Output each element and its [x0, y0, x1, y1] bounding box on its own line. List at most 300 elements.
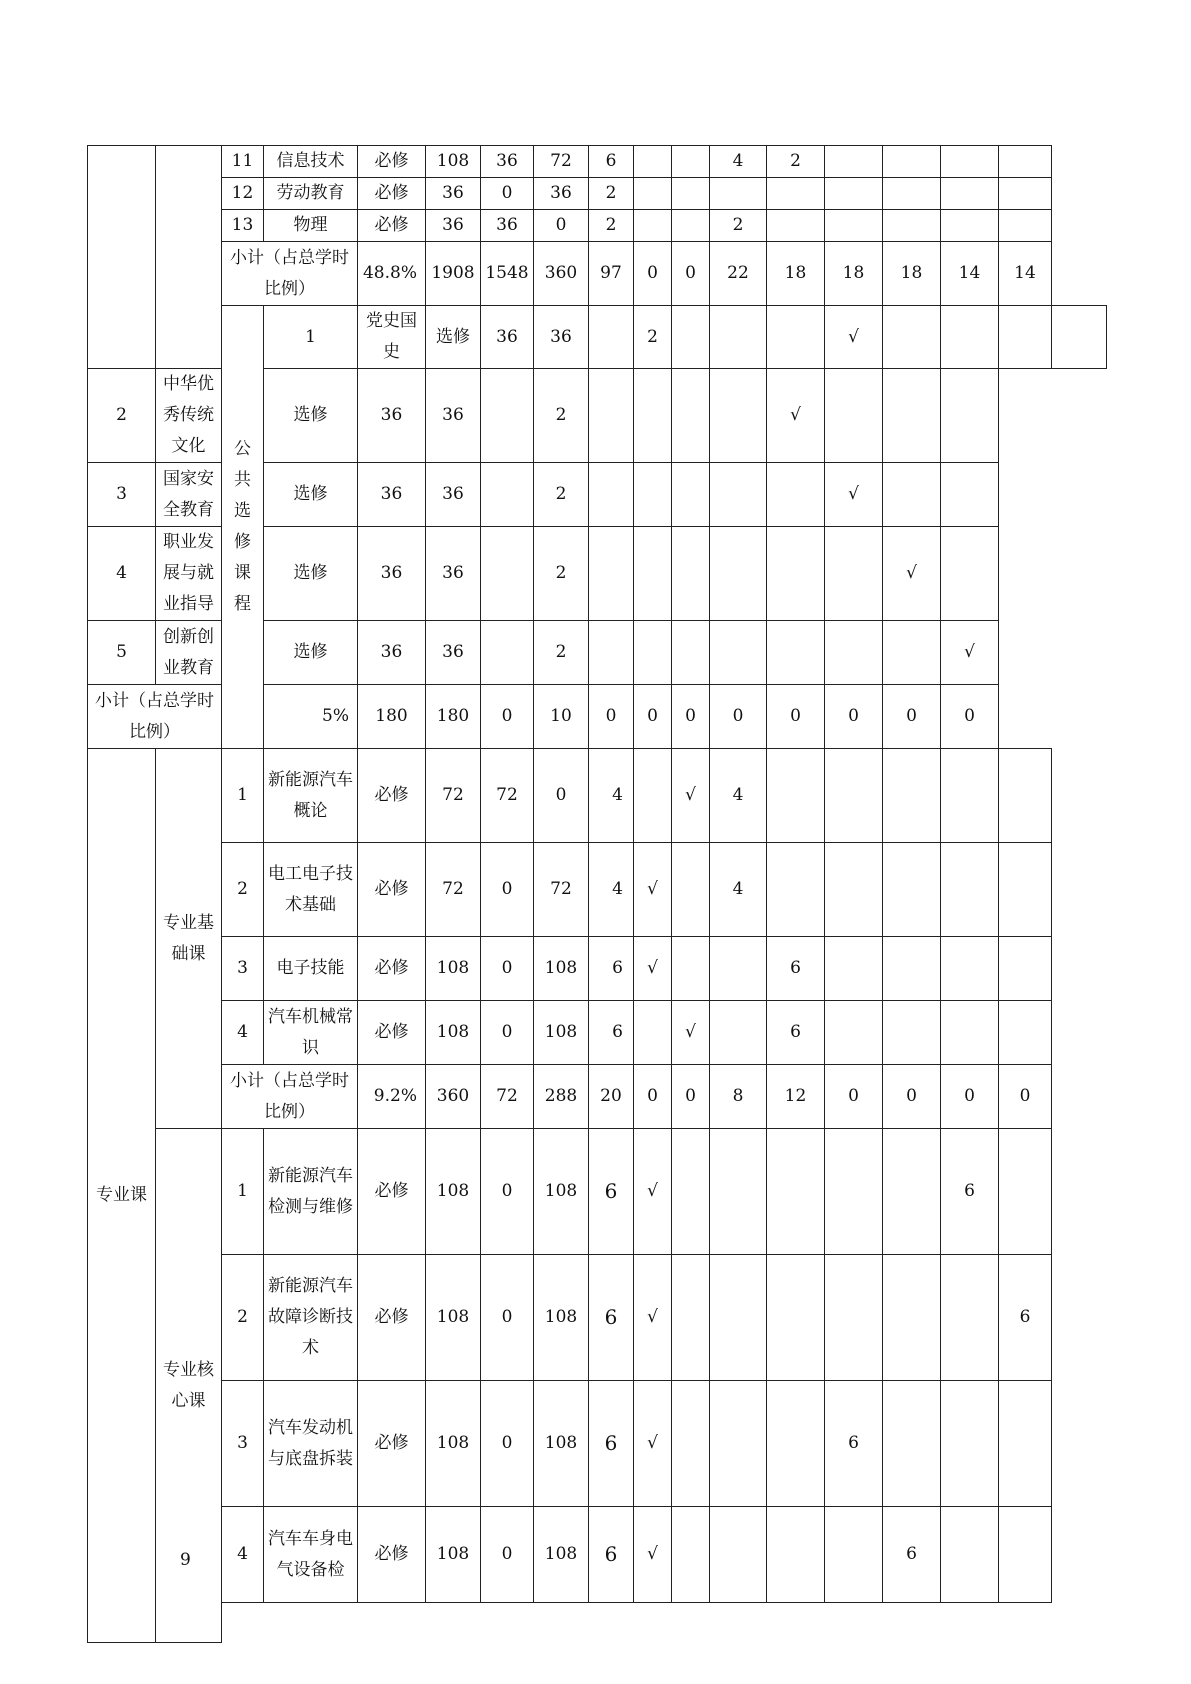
- semester-4: [883, 178, 941, 210]
- course-no: 4: [222, 1507, 264, 1603]
- theory-hours: 0: [481, 1129, 534, 1255]
- semester-5: [999, 306, 1052, 369]
- course-type: 必修: [358, 1381, 426, 1507]
- course-no: 1: [222, 1129, 264, 1255]
- semester-5: [941, 749, 999, 843]
- semester-5: [941, 178, 999, 210]
- table-row: [88, 1507, 1107, 1603]
- semester-4: [883, 1129, 941, 1255]
- theory-hours: 0: [481, 937, 534, 1001]
- subtotal-assess: 0: [634, 685, 672, 749]
- category-cell: 专业课: [88, 749, 156, 1643]
- course-name: 汽车车身电气设备检: [264, 1507, 358, 1603]
- credits: 2: [534, 527, 589, 621]
- total-hours: 36: [358, 621, 426, 685]
- semester-3: [825, 178, 883, 210]
- semester-3: [825, 937, 883, 1001]
- credits: 6: [589, 1507, 634, 1603]
- subtotal-s5: 0: [883, 685, 941, 749]
- semester-3: [883, 306, 941, 369]
- total-hours: 36: [426, 178, 481, 210]
- semester-4: [883, 210, 941, 242]
- subtotal-practice: 288: [534, 1065, 589, 1129]
- semester-4: [883, 843, 941, 937]
- course-type: 选修: [264, 369, 358, 463]
- subtotal-total: 1908: [426, 242, 481, 306]
- course-name: 信息技术: [264, 146, 358, 178]
- semester-6: [999, 749, 1052, 843]
- course-type: 选修: [264, 621, 358, 685]
- assess-mark: [672, 1381, 710, 1507]
- semester-5: [883, 463, 941, 527]
- exam-mark: [634, 749, 672, 843]
- subtotal-ratio: 9.2%: [358, 1065, 426, 1129]
- practice-hours: 72: [534, 843, 589, 937]
- semester-6: [999, 1129, 1052, 1255]
- page-number: 9: [180, 1550, 191, 1570]
- semester-3: [825, 749, 883, 843]
- subcategory-cell: 专业基础课: [156, 749, 222, 1129]
- semester-6: [941, 463, 999, 527]
- semester-2: [710, 369, 767, 463]
- course-no: 5: [88, 621, 156, 685]
- semester-2: [767, 1381, 825, 1507]
- assess-mark: [634, 621, 672, 685]
- semester-5: [883, 621, 941, 685]
- course-no: 12: [222, 178, 264, 210]
- semester-6: [999, 178, 1052, 210]
- exam-mark: [672, 306, 710, 369]
- semester-2: [710, 463, 767, 527]
- semester-6: [999, 843, 1052, 937]
- course-no: 11: [222, 146, 264, 178]
- semester-4: [883, 1381, 941, 1507]
- course-name: 物理: [264, 210, 358, 242]
- course-name: 电工电子技术基础: [264, 843, 358, 937]
- course-no: 1: [222, 749, 264, 843]
- credits: 6: [589, 1001, 634, 1065]
- assess-mark: [672, 210, 710, 242]
- credits: 6: [589, 937, 634, 1001]
- course-name: 新能源汽车检测与维修: [264, 1129, 358, 1255]
- semester-1: [710, 937, 767, 1001]
- credits: 2: [534, 621, 589, 685]
- assess-mark: [634, 527, 672, 621]
- semester-4: [941, 306, 999, 369]
- subtotal-assess: 0: [672, 242, 710, 306]
- semester-2: [710, 621, 767, 685]
- semester-3: [825, 146, 883, 178]
- total-hours: 108: [426, 1001, 481, 1065]
- table-row: [88, 1255, 1107, 1381]
- semester-2: [767, 1129, 825, 1255]
- course-no: 2: [88, 369, 156, 463]
- course-type: 选修: [426, 306, 481, 369]
- subtotal-assess: 0: [672, 1065, 710, 1129]
- semester-2: [710, 527, 767, 621]
- table-row: [88, 210, 1107, 242]
- semester-5: 6: [941, 1129, 999, 1255]
- subtotal-total: 360: [426, 1065, 481, 1129]
- course-no: 4: [222, 1001, 264, 1065]
- total-hours: 108: [426, 937, 481, 1001]
- subtotal-s5: 0: [941, 1065, 999, 1129]
- total-hours: 36: [358, 369, 426, 463]
- subtotal-practice: 360: [534, 242, 589, 306]
- exam-mark: [634, 210, 672, 242]
- semester-5: √: [883, 527, 941, 621]
- course-name: 国家安全教育: [156, 463, 222, 527]
- theory-hours: 36: [481, 146, 534, 178]
- semester-5: [941, 1381, 999, 1507]
- course-name: 电子技能: [264, 937, 358, 1001]
- semester-1: [710, 178, 767, 210]
- subtotal-exam: 0: [634, 242, 672, 306]
- assess-mark: [672, 1255, 710, 1381]
- course-no: 2: [222, 1255, 264, 1381]
- semester-5: [941, 1001, 999, 1065]
- credits: 6: [589, 146, 634, 178]
- semester-4: [883, 1255, 941, 1381]
- course-type: 必修: [358, 1001, 426, 1065]
- subtotal-s4: 0: [883, 1065, 941, 1129]
- practice-hours: 108: [534, 937, 589, 1001]
- subtotal-s2: 12: [767, 1065, 825, 1129]
- total-hours: 36: [481, 306, 534, 369]
- exam-mark: [589, 369, 634, 463]
- theory-hours: 72: [481, 749, 534, 843]
- subtotal-label: 小计（占总学时比例）: [88, 685, 222, 749]
- total-hours: 72: [426, 749, 481, 843]
- practice-hours: [481, 527, 534, 621]
- subtotal-ratio: 5%: [264, 685, 358, 749]
- exam-mark: √: [634, 1507, 672, 1603]
- subtotal-practice: 0: [481, 685, 534, 749]
- semester-6: [941, 369, 999, 463]
- subtotal-s6: 0: [999, 1065, 1052, 1129]
- practice-hours: 36: [534, 178, 589, 210]
- subtotal-row: [88, 1065, 1107, 1129]
- total-hours: 108: [426, 1129, 481, 1255]
- exam-mark: [634, 146, 672, 178]
- assess-mark: [672, 178, 710, 210]
- semester-6: [999, 1507, 1052, 1603]
- table-row: [88, 178, 1107, 210]
- theory-hours: 0: [481, 1381, 534, 1507]
- assess-mark: √: [672, 1001, 710, 1065]
- semester-4: [883, 1001, 941, 1065]
- assess-mark: √: [672, 749, 710, 843]
- course-type: 必修: [358, 937, 426, 1001]
- course-name: 劳动教育: [264, 178, 358, 210]
- assess-mark: [710, 306, 767, 369]
- semester-3: [825, 843, 883, 937]
- course-type: 必修: [358, 843, 426, 937]
- semester-4: [825, 621, 883, 685]
- semester-2: [767, 749, 825, 843]
- subtotal-theory: 72: [481, 1065, 534, 1129]
- semester-2: 6: [767, 1001, 825, 1065]
- credits: 6: [589, 1129, 634, 1255]
- total-hours: 108: [426, 146, 481, 178]
- semester-1: [672, 527, 710, 621]
- semester-2: [767, 178, 825, 210]
- semester-4: 6: [883, 1507, 941, 1603]
- semester-3: [767, 463, 825, 527]
- assess-mark: [634, 369, 672, 463]
- subtotal-credit: 97: [589, 242, 634, 306]
- category-cell: [88, 146, 156, 369]
- exam-mark: [589, 463, 634, 527]
- table-row: [88, 1001, 1107, 1065]
- semester-3: 6: [825, 1381, 883, 1507]
- semester-5: [941, 210, 999, 242]
- semester-4: [883, 146, 941, 178]
- semester-1: [672, 621, 710, 685]
- assess-mark: [634, 463, 672, 527]
- curriculum-table: [87, 145, 1107, 1643]
- subcategory-cell: 专业核心课: [156, 1129, 222, 1643]
- exam-mark: √: [634, 843, 672, 937]
- practice-hours: [589, 306, 634, 369]
- course-type: 必修: [358, 178, 426, 210]
- semester-6: [999, 1381, 1052, 1507]
- theory-hours: 0: [481, 1001, 534, 1065]
- practice-hours: [481, 369, 534, 463]
- course-name: 中华优秀传统文化: [156, 369, 222, 463]
- course-type: 必修: [358, 1507, 426, 1603]
- course-no: 13: [222, 210, 264, 242]
- theory-hours: 36: [426, 621, 481, 685]
- semester-3: [825, 1001, 883, 1065]
- semester-3: [825, 1507, 883, 1603]
- semester-5: [883, 369, 941, 463]
- assess-mark: [672, 146, 710, 178]
- semester-3: [767, 527, 825, 621]
- course-name: 创新创业教育: [156, 621, 222, 685]
- subtotal-theory: 1548: [481, 242, 534, 306]
- course-type: 必修: [358, 1255, 426, 1381]
- semester-6: [941, 527, 999, 621]
- subtotal-s1: 22: [710, 242, 767, 306]
- course-no: 3: [88, 463, 156, 527]
- credits: 6: [589, 1381, 634, 1507]
- course-type: 选修: [264, 527, 358, 621]
- course-type: 必修: [358, 146, 426, 178]
- course-no: 3: [222, 1381, 264, 1507]
- course-name: 汽车发动机与底盘拆装: [264, 1381, 358, 1507]
- course-no: 2: [222, 843, 264, 937]
- practice-hours: 108: [534, 1129, 589, 1255]
- semester-3: [825, 1129, 883, 1255]
- practice-hours: 108: [534, 1507, 589, 1603]
- subcategory-cell: 公共选修课程: [222, 306, 264, 749]
- practice-hours: 108: [534, 1255, 589, 1381]
- assess-mark: [672, 1507, 710, 1603]
- semester-2: √: [825, 306, 883, 369]
- continuation-cell: [222, 1603, 1052, 1643]
- semester-4: [825, 369, 883, 463]
- semester-6: [999, 937, 1052, 1001]
- semester-4: [825, 527, 883, 621]
- credits: 2: [534, 463, 589, 527]
- credits: 4: [589, 749, 634, 843]
- theory-hours: 36: [534, 306, 589, 369]
- subtotal-s2: 0: [710, 685, 767, 749]
- theory-hours: 36: [426, 527, 481, 621]
- theory-hours: 0: [481, 1507, 534, 1603]
- exam-mark: √: [634, 1129, 672, 1255]
- exam-mark: [634, 1001, 672, 1065]
- semester-1: 4: [710, 843, 767, 937]
- semester-1: [672, 369, 710, 463]
- curriculum-table-container: [87, 145, 1107, 1580]
- exam-mark: √: [634, 937, 672, 1001]
- subtotal-s3: 0: [767, 685, 825, 749]
- semester-5: [941, 146, 999, 178]
- semester-5: [941, 937, 999, 1001]
- semester-5: [941, 843, 999, 937]
- theory-hours: 36: [481, 210, 534, 242]
- course-type: 选修: [264, 463, 358, 527]
- course-name: 新能源汽车概论: [264, 749, 358, 843]
- theory-hours: 0: [481, 843, 534, 937]
- exam-mark: √: [634, 1381, 672, 1507]
- subtotal-s1: 0: [672, 685, 710, 749]
- subtotal-s6: 14: [999, 242, 1052, 306]
- semester-2: 6: [767, 937, 825, 1001]
- semester-6: 6: [999, 1255, 1052, 1381]
- subtotal-row: [88, 242, 1107, 306]
- subtotal-theory: 180: [426, 685, 481, 749]
- course-no: 3: [222, 937, 264, 1001]
- semester-1: [710, 1381, 767, 1507]
- subtotal-exam: 0: [634, 1065, 672, 1129]
- semester-4: [883, 749, 941, 843]
- semester-2: [767, 1255, 825, 1381]
- exam-mark: √: [634, 1255, 672, 1381]
- semester-1: [672, 463, 710, 527]
- semester-1: 4: [710, 146, 767, 178]
- table-row-continuation: [88, 1603, 1107, 1643]
- exam-mark: [589, 527, 634, 621]
- semester-1: [710, 1507, 767, 1603]
- credits: 6: [589, 1255, 634, 1381]
- table-row: [88, 1381, 1107, 1507]
- theory-hours: 0: [481, 1255, 534, 1381]
- semester-3: √: [767, 369, 825, 463]
- semester-3: [767, 621, 825, 685]
- table-row: [88, 843, 1107, 937]
- practice-hours: 72: [534, 146, 589, 178]
- subtotal-s1: 8: [710, 1065, 767, 1129]
- semester-2: 2: [767, 146, 825, 178]
- subtotal-s4: 18: [883, 242, 941, 306]
- subtotal-s3: 18: [825, 242, 883, 306]
- total-hours: 36: [358, 527, 426, 621]
- semester-6: [999, 210, 1052, 242]
- practice-hours: [481, 621, 534, 685]
- theory-hours: 0: [481, 178, 534, 210]
- course-type: 必修: [358, 210, 426, 242]
- credits: 4: [589, 843, 634, 937]
- total-hours: 108: [426, 1381, 481, 1507]
- semester-5: [941, 1255, 999, 1381]
- semester-2: [767, 210, 825, 242]
- course-no: 1: [264, 306, 358, 369]
- semester-6: [999, 1001, 1052, 1065]
- exam-mark: [589, 621, 634, 685]
- semester-2: [767, 843, 825, 937]
- table-row: [88, 937, 1107, 1001]
- table-row: [88, 306, 1107, 369]
- subcategory-cell: [156, 146, 222, 369]
- practice-hours: [481, 463, 534, 527]
- practice-hours: 108: [534, 1001, 589, 1065]
- subtotal-s3: 0: [825, 1065, 883, 1129]
- subtotal-s2: 18: [767, 242, 825, 306]
- total-hours: 36: [426, 210, 481, 242]
- course-name: 职业发展与就业指导: [156, 527, 222, 621]
- semester-4: [883, 937, 941, 1001]
- course-name: 新能源汽车故障诊断技术: [264, 1255, 358, 1381]
- course-type: 必修: [358, 749, 426, 843]
- total-hours: 72: [426, 843, 481, 937]
- semester-1: [710, 1255, 767, 1381]
- subtotal-credit: 20: [589, 1065, 634, 1129]
- practice-hours: 0: [534, 210, 589, 242]
- credits: 2: [534, 369, 589, 463]
- credits: 2: [589, 178, 634, 210]
- semester-1: [767, 306, 825, 369]
- practice-hours: 108: [534, 1381, 589, 1507]
- subtotal-exam: 0: [589, 685, 634, 749]
- total-hours: 108: [426, 1507, 481, 1603]
- subtotal-total: 180: [358, 685, 426, 749]
- assess-mark: [672, 843, 710, 937]
- semester-6: √: [941, 621, 999, 685]
- course-name: 汽车机械常识: [264, 1001, 358, 1065]
- subtotal-ratio: 48.8%: [358, 242, 426, 306]
- assess-mark: [672, 937, 710, 1001]
- subtotal-s4: 0: [825, 685, 883, 749]
- course-type: 必修: [358, 1129, 426, 1255]
- assess-mark: [672, 1129, 710, 1255]
- total-hours: 108: [426, 1255, 481, 1381]
- semester-1: 2: [710, 210, 767, 242]
- subtotal-label: 小计（占总学时比例）: [222, 1065, 358, 1129]
- table-row: [88, 146, 1107, 178]
- subtotal-label: 小计（占总学时比例）: [222, 242, 358, 306]
- practice-hours: 0: [534, 749, 589, 843]
- table-row: [88, 1129, 1107, 1255]
- table-row: [88, 749, 1107, 843]
- semester-1: [710, 1001, 767, 1065]
- semester-6: [1052, 306, 1107, 369]
- semester-2: [767, 1507, 825, 1603]
- course-no: 4: [88, 527, 156, 621]
- theory-hours: 36: [426, 369, 481, 463]
- semester-3: [825, 1255, 883, 1381]
- subtotal-s6: 0: [941, 685, 999, 749]
- total-hours: 36: [358, 463, 426, 527]
- semester-6: [999, 146, 1052, 178]
- semester-5: [941, 1507, 999, 1603]
- subtotal-s5: 14: [941, 242, 999, 306]
- exam-mark: [634, 178, 672, 210]
- credits: 2: [589, 210, 634, 242]
- semester-3: [825, 210, 883, 242]
